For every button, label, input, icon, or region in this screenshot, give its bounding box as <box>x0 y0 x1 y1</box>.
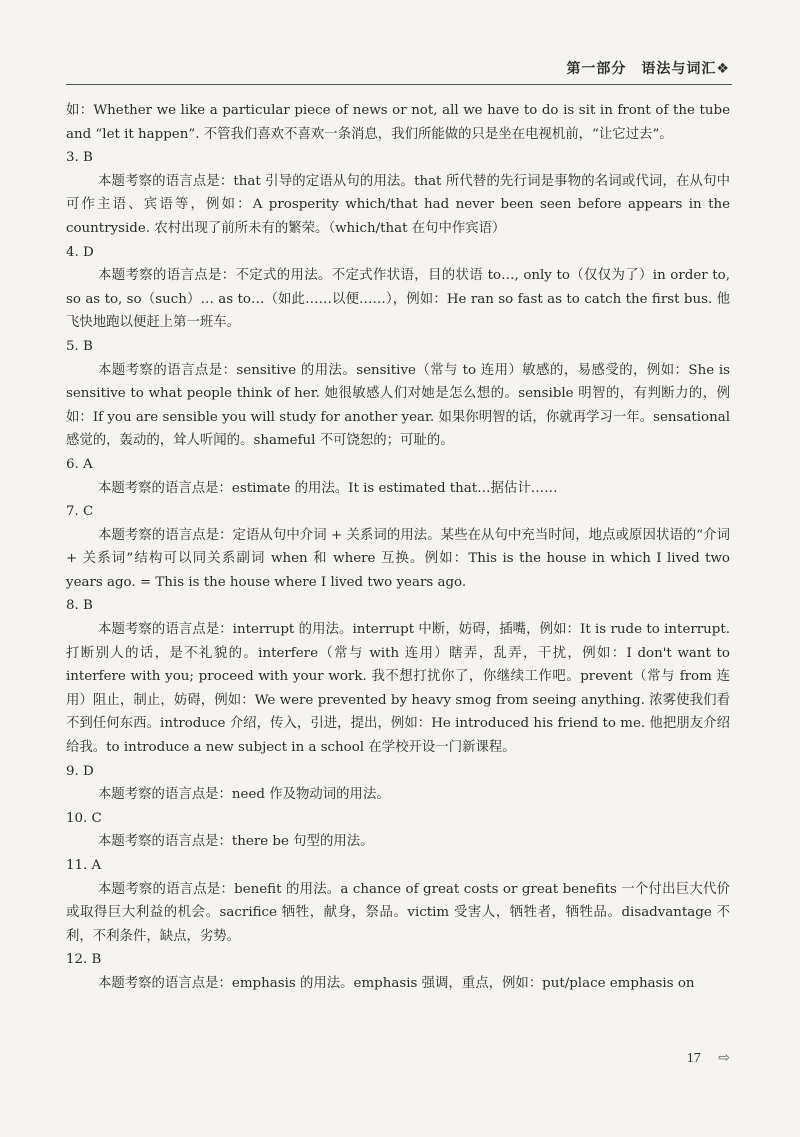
explanation-4: 本题考察的语言点是：不定式的用法。不定式作状语，目的状语 to…, only to（仅仅为了）in order to, so as to, so（such）… as to…（如此……以便……），例如：He ran so fast as to catch the first bus. 他飞快地跑以便赶上第一班车。 <box>66 268 730 331</box>
next-page-arrow-icon: ⇨ <box>718 1051 730 1066</box>
explanation-11: 本题考察的语言点是：benefit 的用法。a chance of great costs or great benefits 一个付出巨大代价或取得巨大利益的机会。sacrifice 牺牲，献身，祭品。victim 受害人，牺牲者，牺牲品。disadvantage 不利，不利条件，缺点，劣势。 <box>66 881 730 944</box>
answer-label-3: 3. B <box>66 150 93 166</box>
answer-label-6: 6. A <box>66 456 93 472</box>
answer-label-8: 8. B <box>66 598 93 614</box>
page-content <box>66 99 730 996</box>
explanation-12: 本题考察的语言点是：emphasis 的用法。emphasis 强调，重点，例如：put/place emphasis on <box>98 975 695 991</box>
answer-label-7: 7. C <box>66 504 94 520</box>
explanation-6: 本题考察的语言点是：estimate 的用法。It is estimated that…据估计…… <box>98 480 558 496</box>
explanation-10: 本题考察的语言点是：there be 句型的用法。 <box>98 834 374 850</box>
explanation-9: 本题考察的语言点是：need 作及物动词的用法。 <box>98 787 390 803</box>
header-rule <box>66 84 732 85</box>
running-header: 第一部分 语法与词汇❖ <box>566 61 730 77</box>
answer-label-12: 12. B <box>66 952 102 968</box>
explanation-7: 本题考察的语言点是：定语从句中介词 + 关系词的用法。某些在从句中充当时间，地点或原因状语的“介词 + 关系词”结构可以同关系副词 when 和 where 互换。例如：This is the house in which I lived two years ago. = This is the house where I lived two years ago. <box>66 527 730 590</box>
answer-label-4: 4. D <box>66 244 94 260</box>
answer-label-11: 11. A <box>66 858 102 873</box>
explanation-3: 本题考察的语言点是：that 引导的定语从句的用法。that 所代替的先行词是事物的名词或代词，在从句中可作主语、宾语等，例如：A prosperity which/that had never been seen before appears in the countryside. 农村出现了前所未有的繁荣。（which/that 在句中作宾语） <box>66 173 730 236</box>
page-footer <box>687 1050 730 1067</box>
answer-label-10: 10. C <box>66 810 102 826</box>
answer-label-9: 9. D <box>66 763 94 779</box>
page-number: 17 <box>686 1051 701 1066</box>
explanation-5: 本题考察的语言点是：sensitive 的用法。sensitive（常与 to 连用）敏感的，易感受的，例如：She is sensitive to what people think of her. 她很敏感人们对她是怎么想的。sensible 明智的，有判断力的，例如：If you are sensible you will study for another year. 如果你明智的话，你就再学习一年。sensational 感觉的，轰动的，耸人听闻的。shameful 不可饶恕的；可耻的。 <box>66 362 730 449</box>
answer-label-5: 5. B <box>66 338 93 354</box>
paragraph-continuation: 如：Whether we like a particular piece of news or not, all we have to do is sit in front of the tube and “let it happen”. 不管我们喜欢不喜欢一条消息，我们所能做的只是坐在电视机前，“让它过去”。 <box>66 103 730 142</box>
explanation-8: 本题考察的语言点是：interrupt 的用法。interrupt 中断，妨碍，插嘴，例如：It is rude to interrupt. 打断别人的话，是不礼貌的。interfere（常与 with 连用）瞎弄，乱弄，干扰，例如：I don't want to interfere with you; proceed with your work. 我不想打扰你了，你继续工作吧。prevent（常与 from 连用）阻止，制止，妨碍，例如：We were prevented by heavy smog from seeing anything. 浓雾使我们看不到任何东西。introduce 介绍，传入，引进，提出，例如：He introduced his friend to me. 他把朋友介绍给我。to introduce a new subject in a school 在学校开设一门新课程。 <box>66 622 730 756</box>
